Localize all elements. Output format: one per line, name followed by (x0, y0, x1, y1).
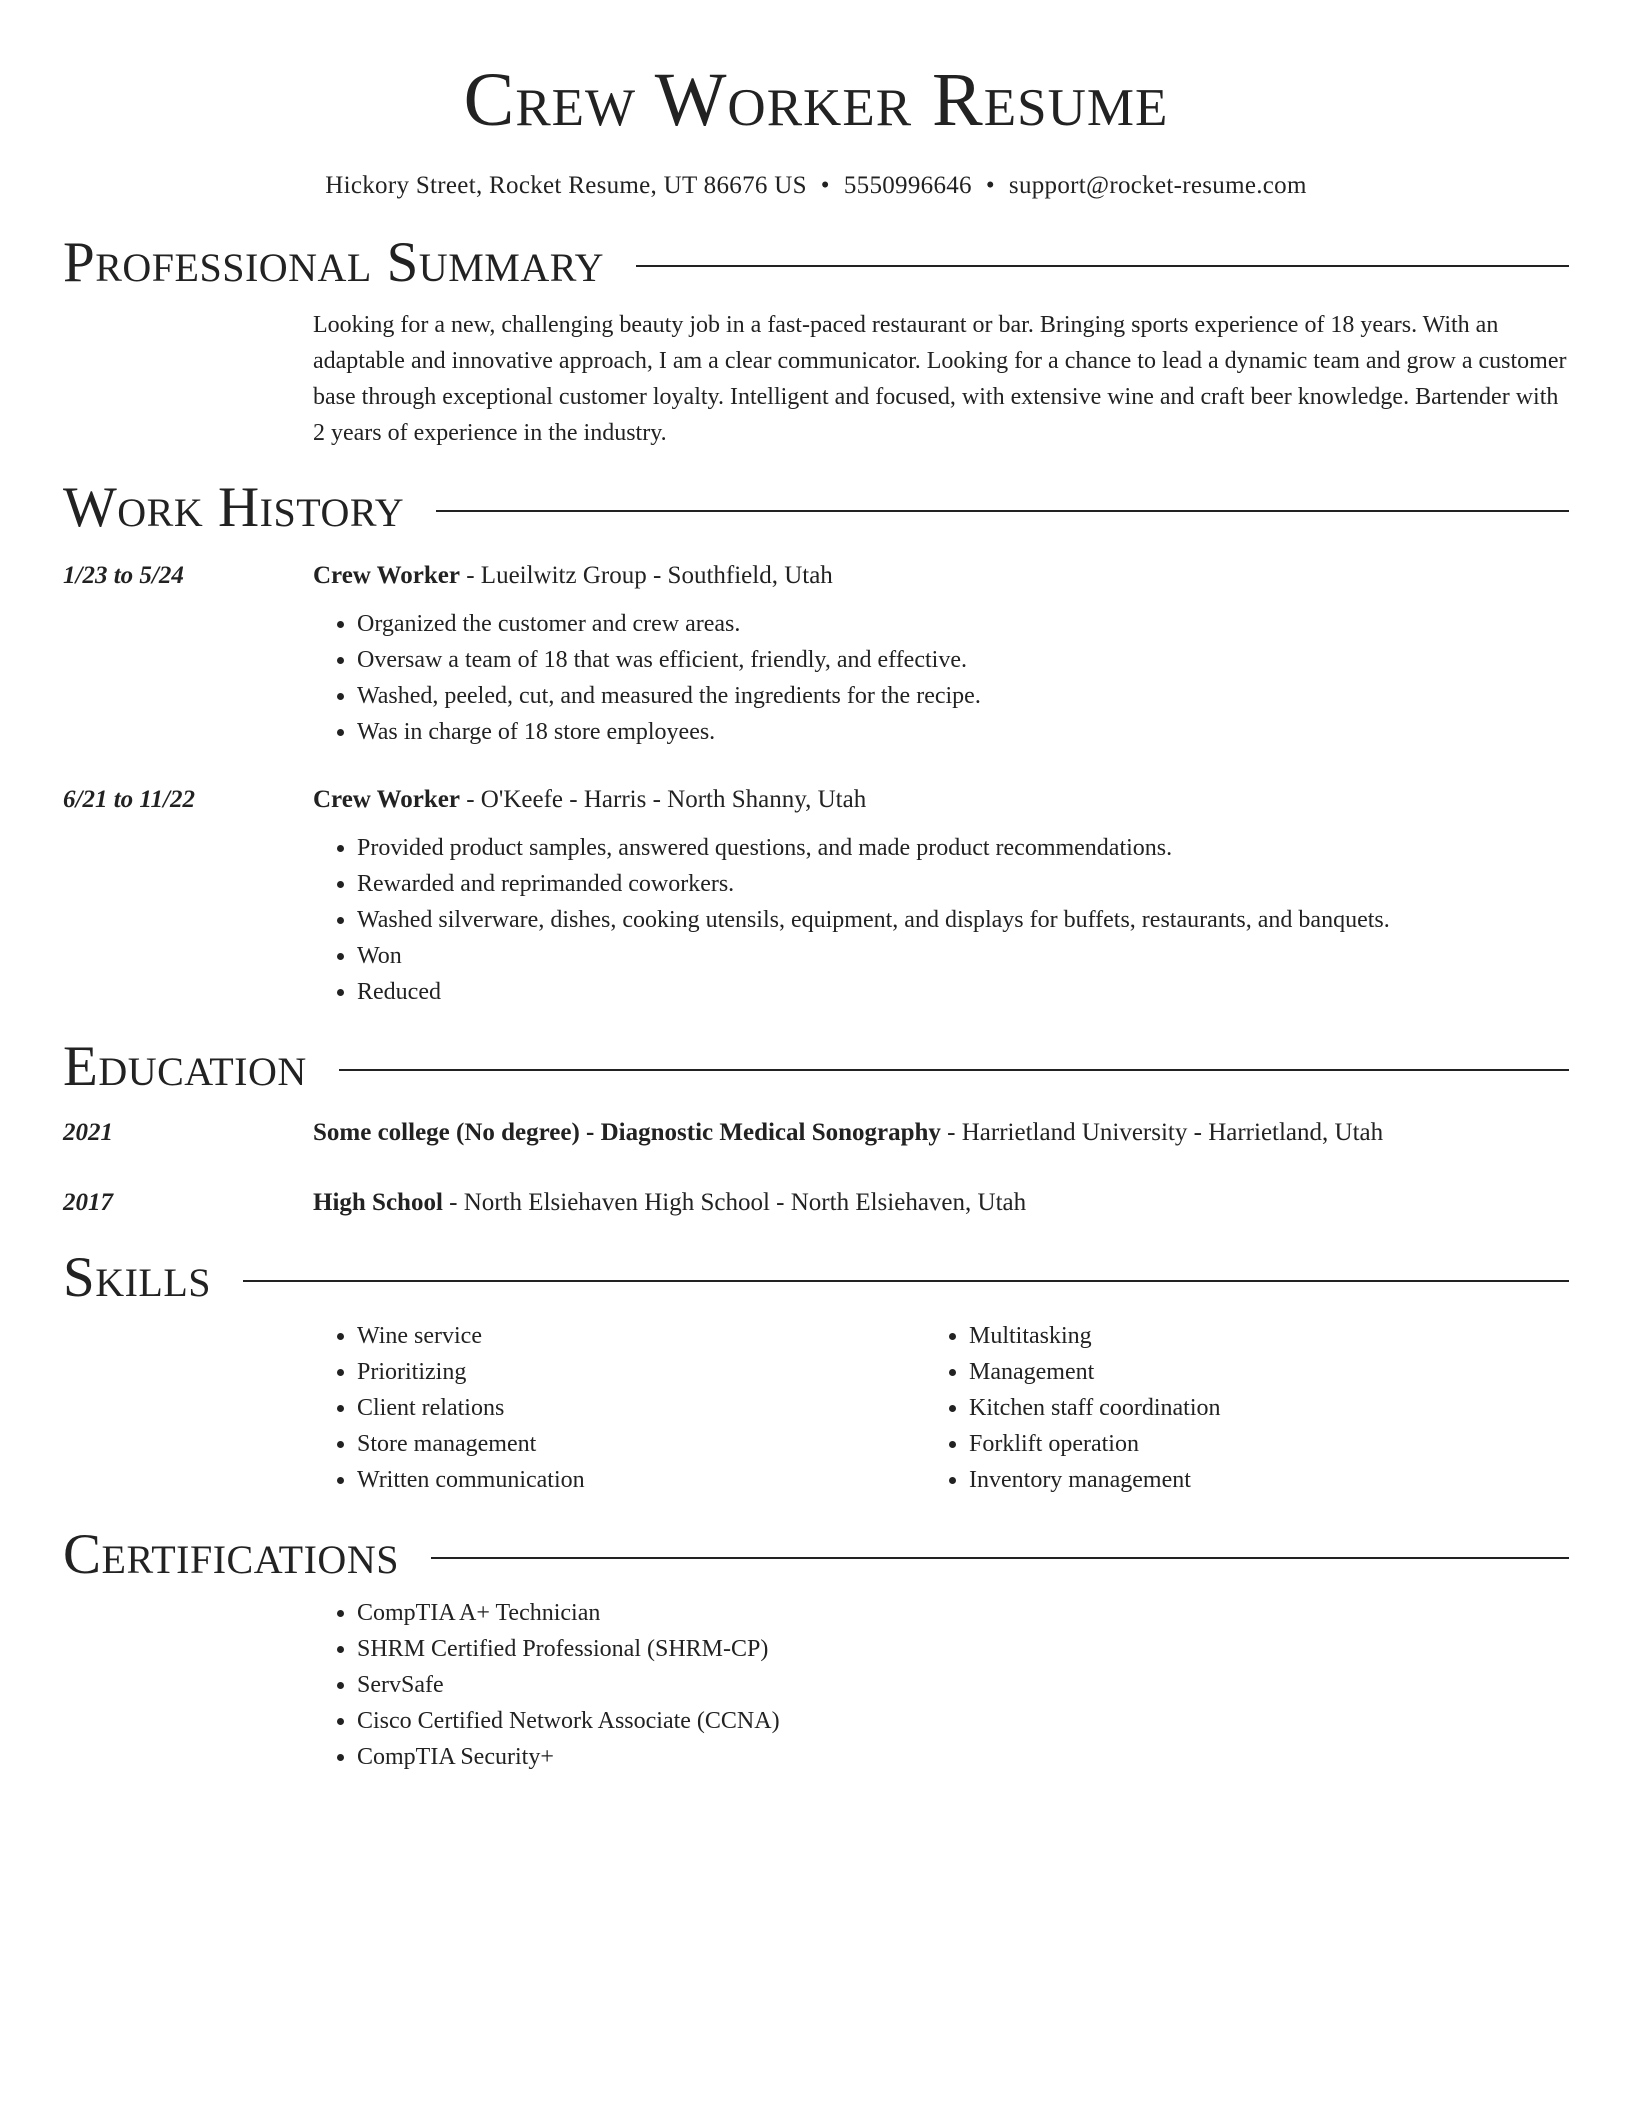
list-item: • Wine service (357, 1318, 925, 1354)
list-item: • Management (969, 1354, 1569, 1390)
job-bullets (313, 830, 1569, 1010)
list-item: • Store management (357, 1426, 925, 1462)
education-year: 2021 (63, 1119, 113, 1146)
list-item: • CompTIA A+ Technician (357, 1595, 1569, 1631)
section-divider (339, 1069, 1569, 1071)
job-entry (63, 558, 1569, 750)
skills-grid (313, 1318, 1569, 1498)
education-entry (63, 1185, 1569, 1221)
job-title: Crew Worker (313, 562, 460, 589)
job-bullets-row (63, 594, 1569, 750)
education-degree: High School (313, 1189, 443, 1216)
section-title-work-history: Work History (63, 476, 405, 539)
certifications-body (313, 1583, 1569, 1775)
list-item: • Client relations (357, 1390, 925, 1426)
section-title-education: Education (63, 1035, 307, 1098)
skills-list-right (925, 1318, 1569, 1498)
list-item: • Multitasking (969, 1318, 1569, 1354)
resume-title: Crew Worker Resume (463, 58, 1169, 142)
job-bullets-col (313, 594, 1569, 750)
section-header-skills (63, 1246, 1569, 1309)
list-item: • Provided product samples, answered questions, and made product recommendations. (357, 830, 1569, 866)
list-item: • Organized the customer and crew areas. (357, 606, 1569, 642)
list-item: • SHRM Certified Professional (SHRM-CP) (357, 1631, 1569, 1667)
section-title-summary: Professional Summary (63, 231, 605, 294)
job-title-line (313, 558, 1569, 594)
section-title-certifications: Certifications (63, 1523, 399, 1586)
section-divider (636, 265, 1569, 267)
certifications-row (63, 1583, 1569, 1775)
list-item: • Washed, peeled, cut, and measured the ingredients for the recipe. (357, 678, 1569, 714)
contact-email: support@rocket-resume.com (1008, 172, 1307, 199)
job-header (63, 558, 1569, 594)
job-details: - Lueilwitz Group - Southfield, Utah (459, 562, 833, 589)
job-title: Crew Worker (313, 786, 460, 813)
skills-row (63, 1306, 1569, 1498)
education-details: - Harrietland University - Harrietland, Utah (940, 1119, 1384, 1146)
skills-list-left (313, 1318, 925, 1498)
section-header-summary (63, 231, 1569, 294)
list-item: • ServSafe (357, 1667, 1569, 1703)
list-item: • Washed silverware, dishes, cooking utensils, equipment, and displays for buffets, restaurants, and banquets. (357, 902, 1569, 938)
contact-line (63, 172, 1569, 200)
education-line (313, 1185, 1569, 1221)
section-title-skills: Skills (63, 1246, 212, 1309)
job-header (63, 782, 1569, 818)
contact-phone: 5550996646 (843, 172, 972, 199)
list-item: • Won (357, 938, 1569, 974)
contact-separator: • (985, 172, 995, 199)
job-details: - O'Keefe - Harris - North Shanny, Utah (459, 786, 867, 813)
list-item: • Reduced (357, 974, 1569, 1010)
list-item: • Inventory management (969, 1462, 1569, 1498)
contact-separator: • (820, 172, 830, 199)
job-bullets (313, 606, 1569, 750)
certifications-list (313, 1595, 1569, 1775)
list-item: • Was in charge of 18 store employees. (357, 714, 1569, 750)
list-item: • Written communication (357, 1462, 925, 1498)
section-header-certifications (63, 1523, 1569, 1586)
summary-text: Looking for a new, challenging beauty job in a fast-paced restaurant or bar. Bringing sports experience of 18 years. With an adaptable and innovative approach, I am a clear communicator. Looking for a chance to lead a dynamic team and grow a customer base through exceptional customer loyalty. Intelligent and focused, with extensive wine and craft beer knowledge. Bartender with 2 years of experience in the industry. (313, 312, 1567, 446)
education-details: - North Elsiehaven High School - North Elsiehaven, Utah (442, 1189, 1027, 1216)
education-degree: Some college (No degree) - Diagnostic Medical Sonography (313, 1119, 941, 1146)
list-item: • CompTIA Security+ (357, 1739, 1569, 1775)
section-header-work-history (63, 476, 1569, 539)
section-divider (431, 1557, 1569, 1559)
section-divider (436, 510, 1569, 512)
job-bullets-col (313, 818, 1569, 1010)
job-title-line (313, 782, 1569, 818)
job-dates: 1/23 to 5/24 (63, 562, 184, 589)
list-item: • Prioritizing (357, 1354, 925, 1390)
section-header-education (63, 1035, 1569, 1098)
list-item: • Forklift operation (969, 1426, 1569, 1462)
skills-body (313, 1306, 1569, 1498)
list-item: • Cisco Certified Network Associate (CCNA) (357, 1703, 1569, 1739)
contact-address: Hickory Street, Rocket Resume, UT 86676 US (325, 172, 807, 199)
list-item: • Kitchen staff coordination (969, 1390, 1569, 1426)
summary-row (63, 307, 1569, 451)
list-item: • Rewarded and reprimanded coworkers. (357, 866, 1569, 902)
job-dates: 6/21 to 11/22 (63, 786, 195, 813)
job-bullets-row (63, 818, 1569, 1010)
job-entry (63, 782, 1569, 1010)
list-item: • Oversaw a team of 18 that was efficient, friendly, and effective. (357, 642, 1569, 678)
education-line (313, 1115, 1569, 1151)
education-year: 2017 (63, 1189, 113, 1216)
education-entry (63, 1115, 1569, 1151)
section-divider (243, 1280, 1569, 1282)
